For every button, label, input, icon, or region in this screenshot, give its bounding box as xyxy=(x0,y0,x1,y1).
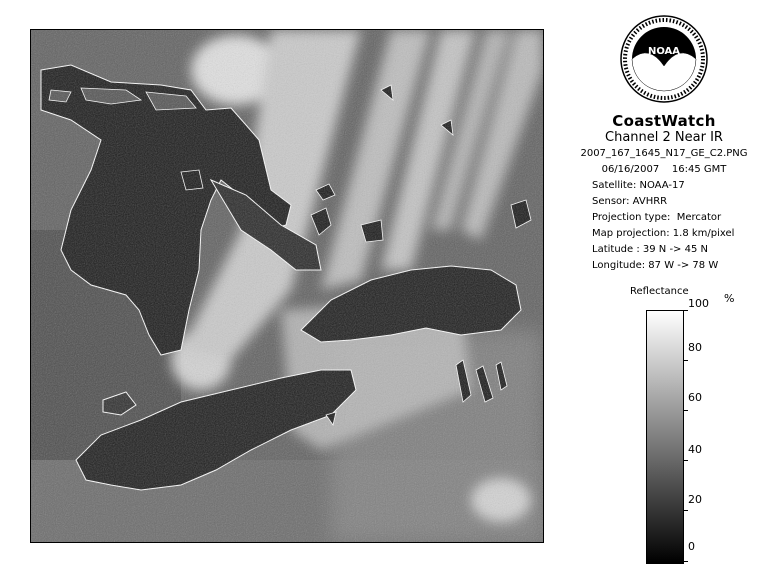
tick-label-20: 20 xyxy=(688,493,702,506)
tick-label-80: 80 xyxy=(688,341,702,354)
tick-60 xyxy=(683,410,688,411)
tick-20 xyxy=(683,510,688,511)
tick-label-0: 0 xyxy=(688,540,695,553)
sensor: Sensor: AVHRR xyxy=(592,196,668,207)
tick-label-40: 40 xyxy=(688,443,702,456)
product-title: CoastWatch xyxy=(612,112,716,130)
channel-label: Channel 2 Near IR xyxy=(605,130,723,145)
logo-text: NOAA xyxy=(647,46,681,57)
colorbar-title: Reflectance xyxy=(630,286,689,297)
latitude-range: Latitude : 39 N -> 45 N xyxy=(592,244,708,255)
image-noise xyxy=(31,30,543,542)
satellite: Satellite: NOAA-17 xyxy=(592,180,685,191)
tick-40 xyxy=(683,460,688,461)
longitude-range: Longitude: 87 W -> 78 W xyxy=(592,260,719,271)
tick-label-100: 100 xyxy=(688,297,709,310)
colorbar xyxy=(646,310,684,564)
noaa-logo-icon xyxy=(619,14,709,104)
tick-0 xyxy=(683,561,688,562)
satellite-image[interactable] xyxy=(30,29,544,543)
map-projection: Map projection: 1.8 km/pixel xyxy=(592,228,735,239)
map-svg xyxy=(31,30,543,542)
colorbar-unit: % xyxy=(724,292,735,305)
filename: 2007_167_1645_N17_GE_C2.PNG xyxy=(580,148,748,159)
tick-100 xyxy=(683,310,688,311)
tick-label-60: 60 xyxy=(688,391,702,404)
info-panel xyxy=(560,14,768,562)
projection-type: Projection type: Mercator xyxy=(592,212,722,223)
tick-80 xyxy=(683,360,688,361)
datetime: 06/16/2007 16:45 GMT xyxy=(601,164,727,175)
